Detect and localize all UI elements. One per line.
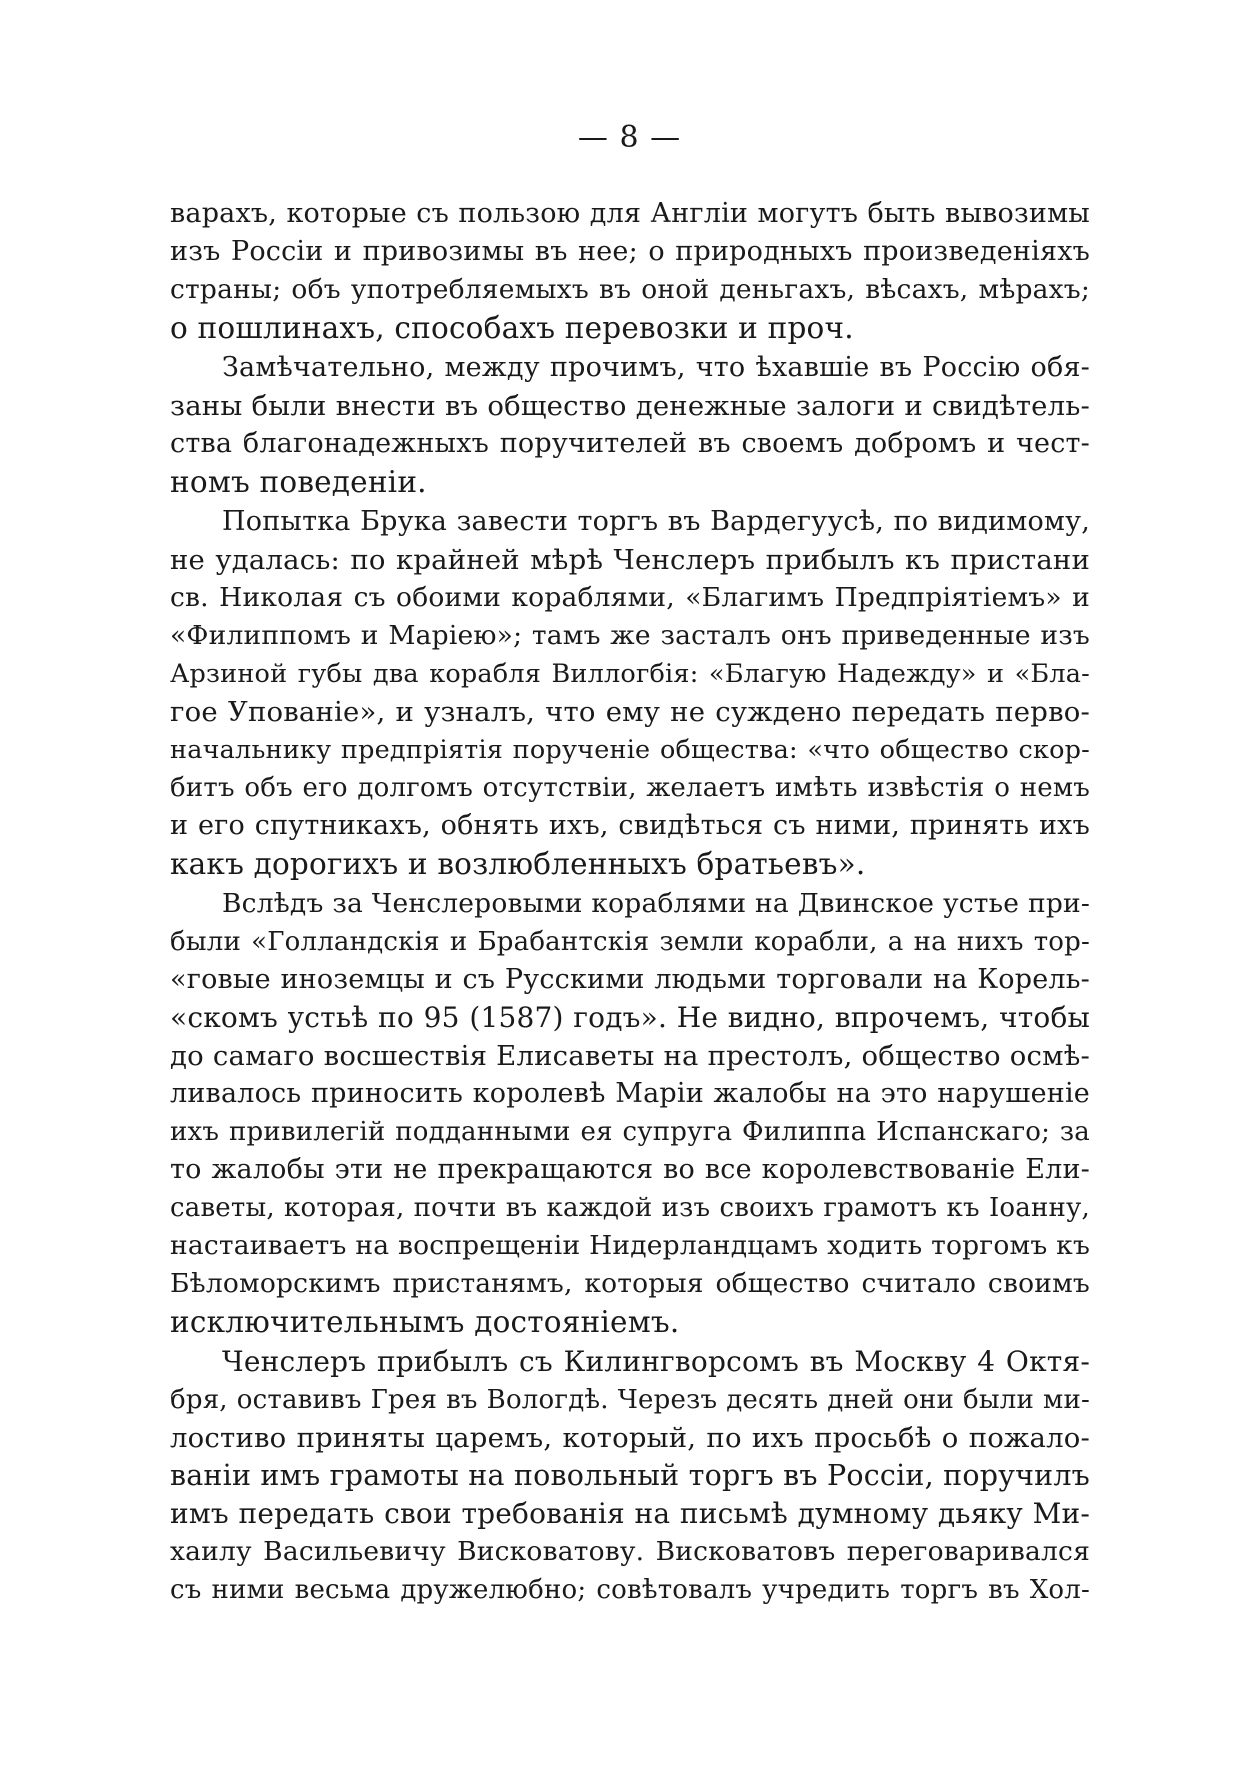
text-line: битъ объ его долгомъ отсутствіи, желаетъ имѣть извѣстія о немъ — [170, 773, 1090, 803]
text-line: и его спутникахъ, обнять ихъ, свидѣться съ ними, принять ихъ — [170, 810, 1090, 841]
text-line: о пошлинахъ, способахъ перевозки и проч. — [170, 311, 854, 345]
text-line: Арзиной губы два корабля Виллогбія: «Благую Надежду» и «Бла- — [170, 659, 1090, 689]
text-line: св. Николая съ обоими кораблями, «Благимъ Предпріятіемъ» и — [170, 582, 1090, 613]
body-text — [170, 195, 1090, 1611]
text-line: Попытка Брука завести торгъ въ Вардегуусѣ, по видимому, — [222, 506, 1090, 537]
text-line: не удалась: по крайней мѣрѣ Ченслеръ прибылъ къ пристани — [170, 544, 1090, 576]
text-line: гое Упованіе», и узналъ, что ему не суждено передать перво- — [170, 696, 1090, 728]
text-line: страны; объ употребляемыхъ въ оной деньгахъ, вѣсахъ, мѣрахъ; — [170, 274, 1090, 305]
text-line: лостиво приняты царемъ, который, по ихъ просьбѣ о пожало- — [170, 1422, 1090, 1454]
text-line: до самаго восшествія Елисаветы на престолъ, общество осмѣ- — [170, 1040, 1090, 1072]
text-line: какъ дорогихъ и возлюбленныхъ братьевъ». — [170, 847, 866, 881]
paragraph-5 — [170, 1343, 1090, 1609]
text-line: ихъ привилегій подданными ея супруга Филиппа Испанскаго; за — [170, 1117, 1090, 1147]
text-line: то жалобы эти не прекращаются во все королевствованіе Ели- — [170, 1154, 1090, 1185]
text-line: исключительнымъ достояніемъ. — [170, 1305, 680, 1339]
text-line: саветы, которая, почти въ каждой изъ своихъ грамотъ къ Іоанну, — [170, 1193, 1090, 1223]
text-line: настаиваетъ на воспрещеніи Нидерландцамъ ходить торгомъ къ — [170, 1230, 1090, 1261]
text-line: «говые иноземцы и съ Русскими людьми торговали на Корель- — [170, 964, 1090, 995]
text-line: Бѣломорскимъ пристанямъ, которыя общество считало своимъ — [170, 1268, 1090, 1299]
text-line: были «Голландскія и Брабантскія земли корабли, а на нихъ тор- — [170, 927, 1090, 957]
text-line: имъ передать свои требованія на письмѣ думному дьяку Ми- — [170, 1497, 1090, 1530]
text-line: ваніи имъ грамоты на повольный торгъ въ Россіи, поручилъ — [170, 1459, 1090, 1492]
text-line: «скомъ устьѣ по 95 (1587) годъ». Не видно, впрочемъ, чтобы — [170, 1001, 1090, 1034]
text-line: начальнику предпріятія порученіе общества: «что общество скор- — [170, 735, 1090, 765]
text-line: изъ Россіи и привозимы въ нее; о природныхъ произведеніяхъ — [170, 236, 1090, 267]
text-line: хаилу Васильевичу Висковатову. Висковатовъ переговаривался — [170, 1536, 1090, 1567]
text-line: Ченслеръ прибылъ съ Килингворсомъ въ Москву 4 Октя- — [222, 1345, 1090, 1378]
text-line: «Филиппомъ и Маріею»; тамъ же засталъ онъ приведенные изъ — [170, 620, 1090, 651]
paragraph-1 — [170, 195, 1090, 347]
text-line: Вслѣдъ за Ченслеровыми кораблями на Двинское устье при- — [222, 888, 1090, 919]
text-line: ливалось приносить королевѣ Маріи жалобы на это нарушеніе — [170, 1078, 1090, 1109]
text-line: заны были внести въ общество денежные залоги и свидѣтель- — [170, 390, 1090, 422]
text-line: номъ поведеніи. — [170, 465, 427, 499]
text-line: бря, оставивъ Грея въ Вологдѣ. Черезъ десять дней они были ми- — [170, 1385, 1090, 1415]
paragraph-2 — [170, 349, 1090, 501]
paragraph-3 — [170, 503, 1090, 883]
text-line: ства благонадежныхъ поручителей въ своемъ добромъ и чест- — [170, 428, 1090, 459]
text-line: варахъ, которые съ пользою для Англіи могутъ быть вывозимы — [170, 198, 1090, 229]
text-line: съ ними весьма дружелюбно; совѣтовалъ учредить торгъ въ Хол- — [170, 1575, 1090, 1605]
text-line: Замѣчательно, между прочимъ, что ѣхавшіе въ Россію обя- — [222, 352, 1090, 383]
page-number: — 8 — — [577, 120, 682, 155]
paragraph-4 — [170, 885, 1090, 1341]
